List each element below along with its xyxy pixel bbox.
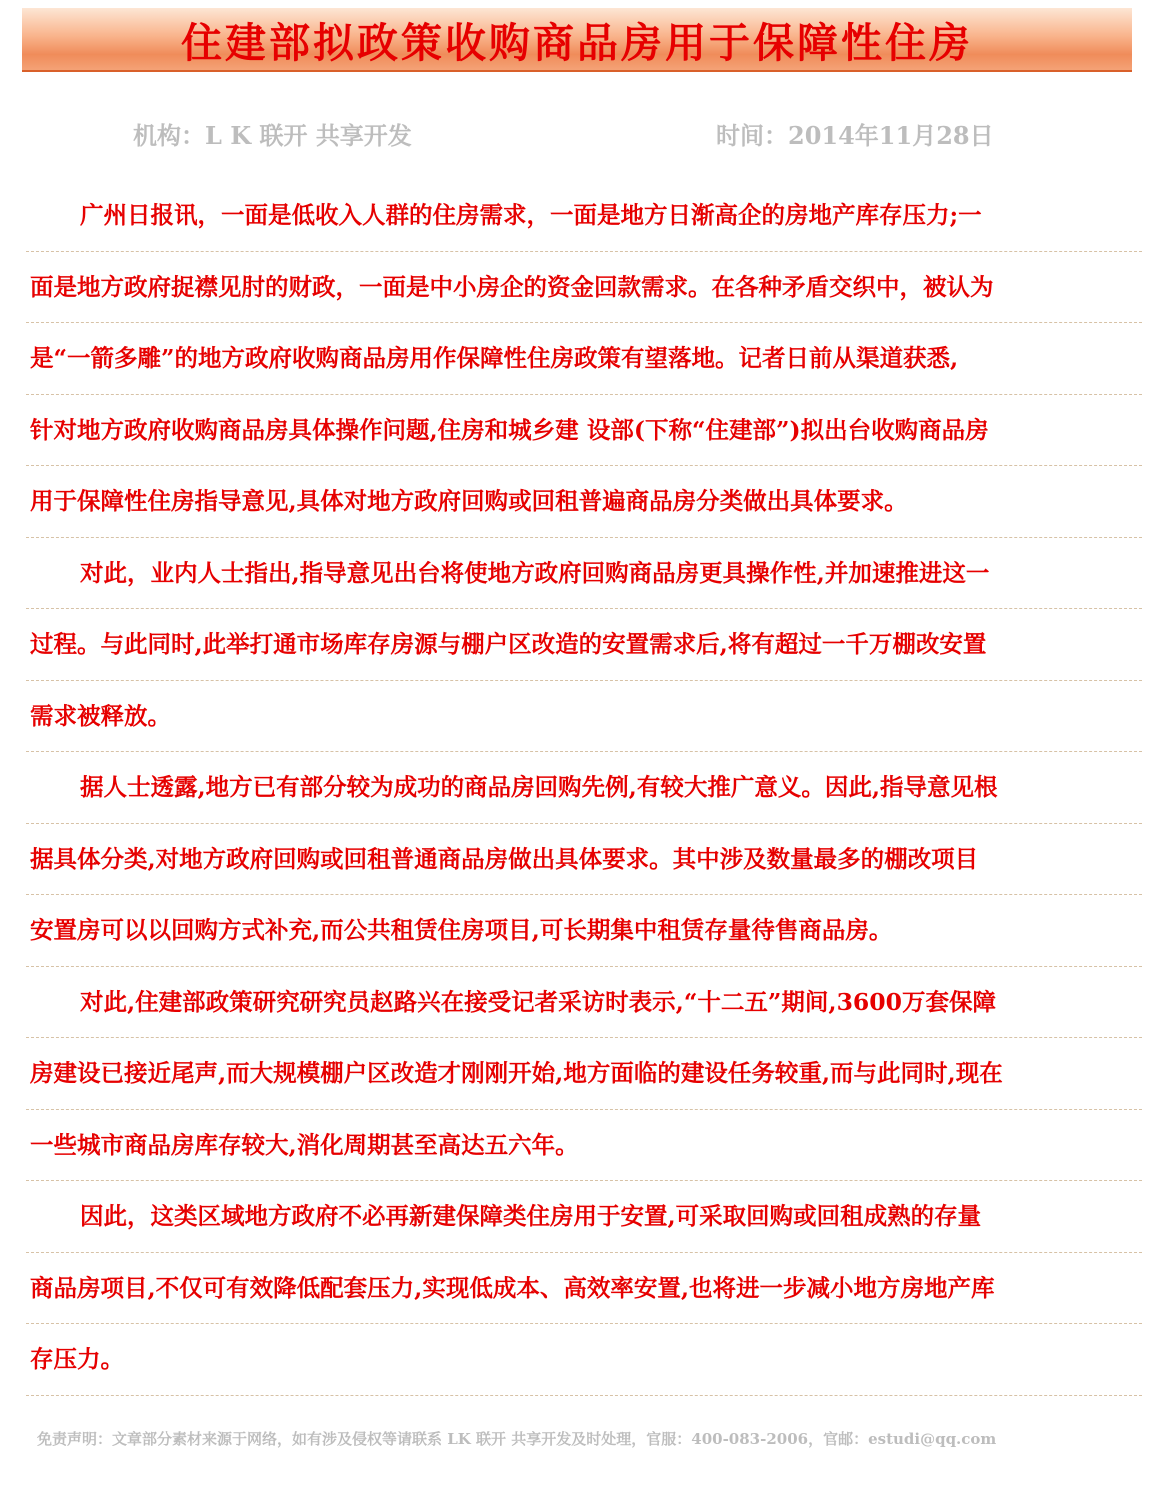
article-line: 一些城市商品房库存较大,消化周期甚至高达五六年。 — [26, 1110, 1142, 1182]
article-line: 商品房项目,不仅可有效降低配套压力,实现低成本、高效率安置,也将进一步减小地方房地产库 — [26, 1253, 1142, 1325]
article-line: 对此，业内人士指出,指导意见出台将使地方政府回购商品房更具操作性,并加速推进这一 — [26, 538, 1142, 610]
disclaimer: 免责声明：文章部分素材来源于网络，如有涉及侵权等请联系 LK 联开 共享开发及时处理，官服：400-083-2006，官邮：estudi@qq.com — [37, 1430, 997, 1448]
article-line: 用于保障性住房指导意见,具体对地方政府回购或回租普遍商品房分类做出具体要求。 — [26, 466, 1142, 538]
article-line: 需求被释放。 — [26, 681, 1142, 753]
page-title: 住建部拟政策收购商品房用于保障性住房 — [181, 18, 973, 67]
article-line: 针对地方政府收购商品房具体操作问题,住房和城乡建 设部(下称“住建部”)拟出台收购商品房 — [26, 395, 1142, 467]
date-label: 时间：2014年11月28日 — [716, 121, 994, 150]
article-line: 过程。与此同时,此举打通市场库存房源与棚户区改造的安置需求后,将有超过一千万棚改安置 — [26, 609, 1142, 681]
article-line: 安置房可以以回购方式补充,而公共租赁住房项目,可长期集中租赁存量待售商品房。 — [26, 895, 1142, 967]
article-line: 存压力。 — [26, 1324, 1142, 1396]
article-line: 面是地方政府捉襟见肘的财政，一面是中小房企的资金回款需求。在各种矛盾交织中，被认为 — [26, 252, 1142, 324]
article-line: 据人士透露,地方已有部分较为成功的商品房回购先例,有较大推广意义。因此,指导意见根 — [26, 752, 1142, 824]
article-line: 据具体分类,对地方政府回购或回租普通商品房做出具体要求。其中涉及数量最多的棚改项目 — [26, 824, 1142, 896]
article-line: 房建设已接近尾声,而大规模棚户区改造才刚刚开始,地方面临的建设任务较重,而与此同时,现在 — [26, 1038, 1142, 1110]
article-line: 对此,住建部政策研究研究员赵路兴在接受记者采访时表示,“十二五”期间,3600万套保障 — [26, 967, 1142, 1039]
article-line: 因此，这类区域地方政府不必再新建保障类住房用于安置,可采取回购或回租成熟的存量 — [26, 1181, 1142, 1253]
article-body — [26, 180, 1142, 1396]
article-line: 广州日报讯，一面是低收入人群的住房需求，一面是地方日渐高企的房地产库存压力;一 — [26, 180, 1142, 252]
article-line: 是“一箭多雕”的地方政府收购商品房用作保障性住房政策有望落地。记者日前从渠道获悉, — [26, 323, 1142, 395]
org-label: 机构：L K 联开 共享开发 — [133, 121, 412, 150]
title-banner — [22, 8, 1132, 72]
